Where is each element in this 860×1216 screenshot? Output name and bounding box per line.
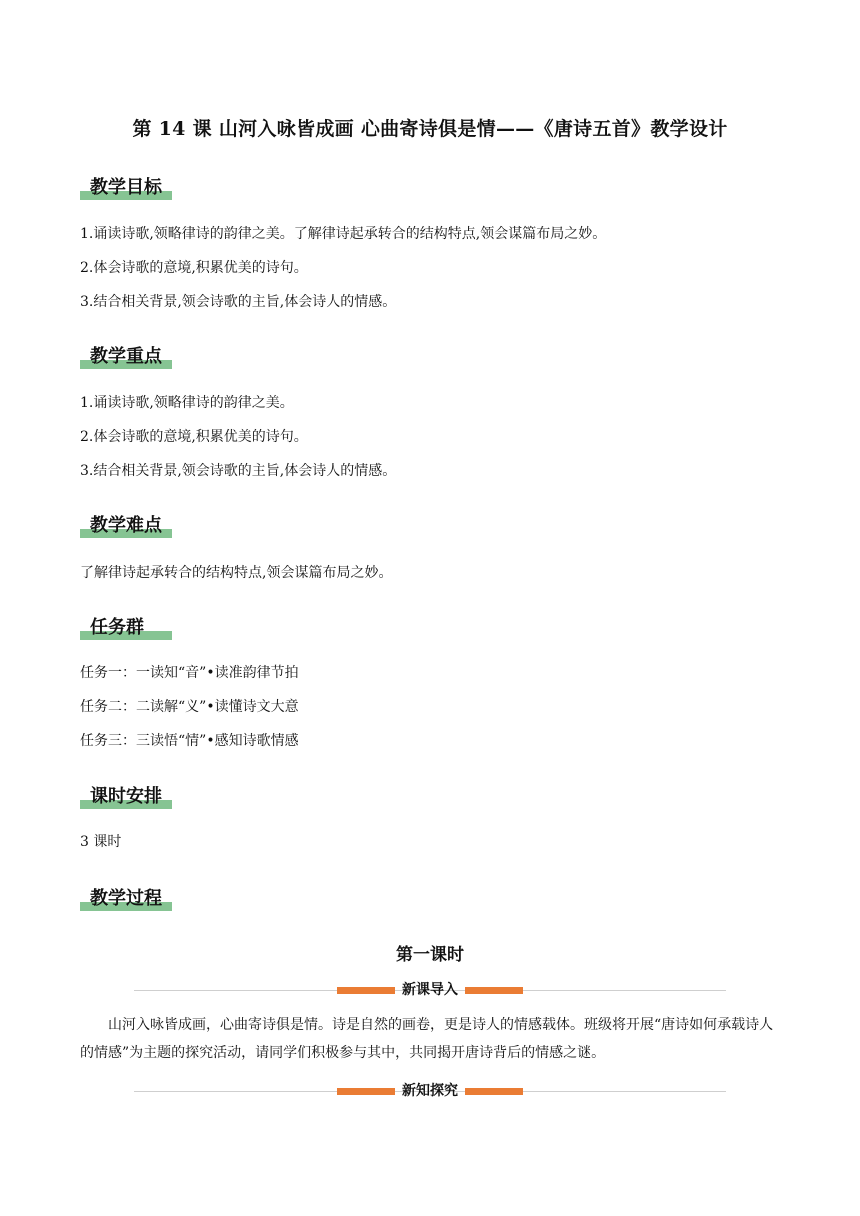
section-heading-tasks <box>80 612 172 640</box>
key-point-item-3: 3.结合相关背景,领会诗歌的主旨,体会诗人的情感。 <box>80 463 397 479</box>
objective-item-2: 2.体会诗歌的意境,积累优美的诗句。 <box>80 260 308 276</box>
subheading-explore <box>337 1081 523 1101</box>
task-item-3: 任务三：三读悟“情”•感知诗歌情感 <box>80 733 299 749</box>
section-heading-label: 教学过程 <box>90 888 162 909</box>
section-heading-label: 教学目标 <box>90 177 162 198</box>
objective-item-3: 3.结合相关背景,领会诗歌的主旨,体会诗人的情感。 <box>80 294 397 310</box>
subheading-explore-label: 新知探究 <box>402 1083 458 1099</box>
objective-item-1: 1.诵读诗歌,领略律诗的韵律之美。了解律诗起承转合的结构特点,领会谋篇布局之妙。 <box>80 226 607 242</box>
task-item-1: 任务一：一读知“音”•读准韵律节拍 <box>80 665 299 681</box>
section-heading-schedule <box>80 781 172 809</box>
subheading-intro-label: 新课导入 <box>402 982 458 998</box>
task-item-2: 任务二：二读解“义”•读懂诗文大意 <box>80 699 299 715</box>
section-heading-label: 课时安排 <box>90 786 162 807</box>
key-point-item-1: 1.诵读诗歌,领略律诗的韵律之美。 <box>80 395 294 411</box>
section-heading-label: 教学重点 <box>90 346 162 367</box>
lesson-heading: 第一课时 <box>396 945 464 965</box>
section-heading-process <box>80 883 172 911</box>
section-heading-objectives <box>80 172 172 200</box>
section-heading-difficulties <box>80 510 172 538</box>
difficulty-item-1: 了解律诗起承转合的结构特点,领会谋篇布局之妙。 <box>80 565 393 581</box>
subheading-intro <box>337 980 523 1000</box>
intro-paragraph: 山河入咏皆成画，心曲寄诗俱是情。诗是自然的画卷，更是诗人的情感载体。班级将开展“唐诗如何承载诗人的情感”为主题的探究活动，请同学们积极参与其中，共同揭开唐诗背后的情感之谜。 <box>80 1017 774 1061</box>
schedule-item-1: 3 课时 <box>80 834 122 850</box>
section-heading-label: 教学难点 <box>90 515 162 536</box>
section-heading-key-points <box>80 341 172 369</box>
section-heading-label: 任务群 <box>90 617 144 638</box>
page-title: 第 14 课 山河入咏皆成画 心曲寄诗俱是情——《唐诗五首》教学设计 <box>132 118 728 140</box>
key-point-item-2: 2.体会诗歌的意境,积累优美的诗句。 <box>80 429 308 445</box>
